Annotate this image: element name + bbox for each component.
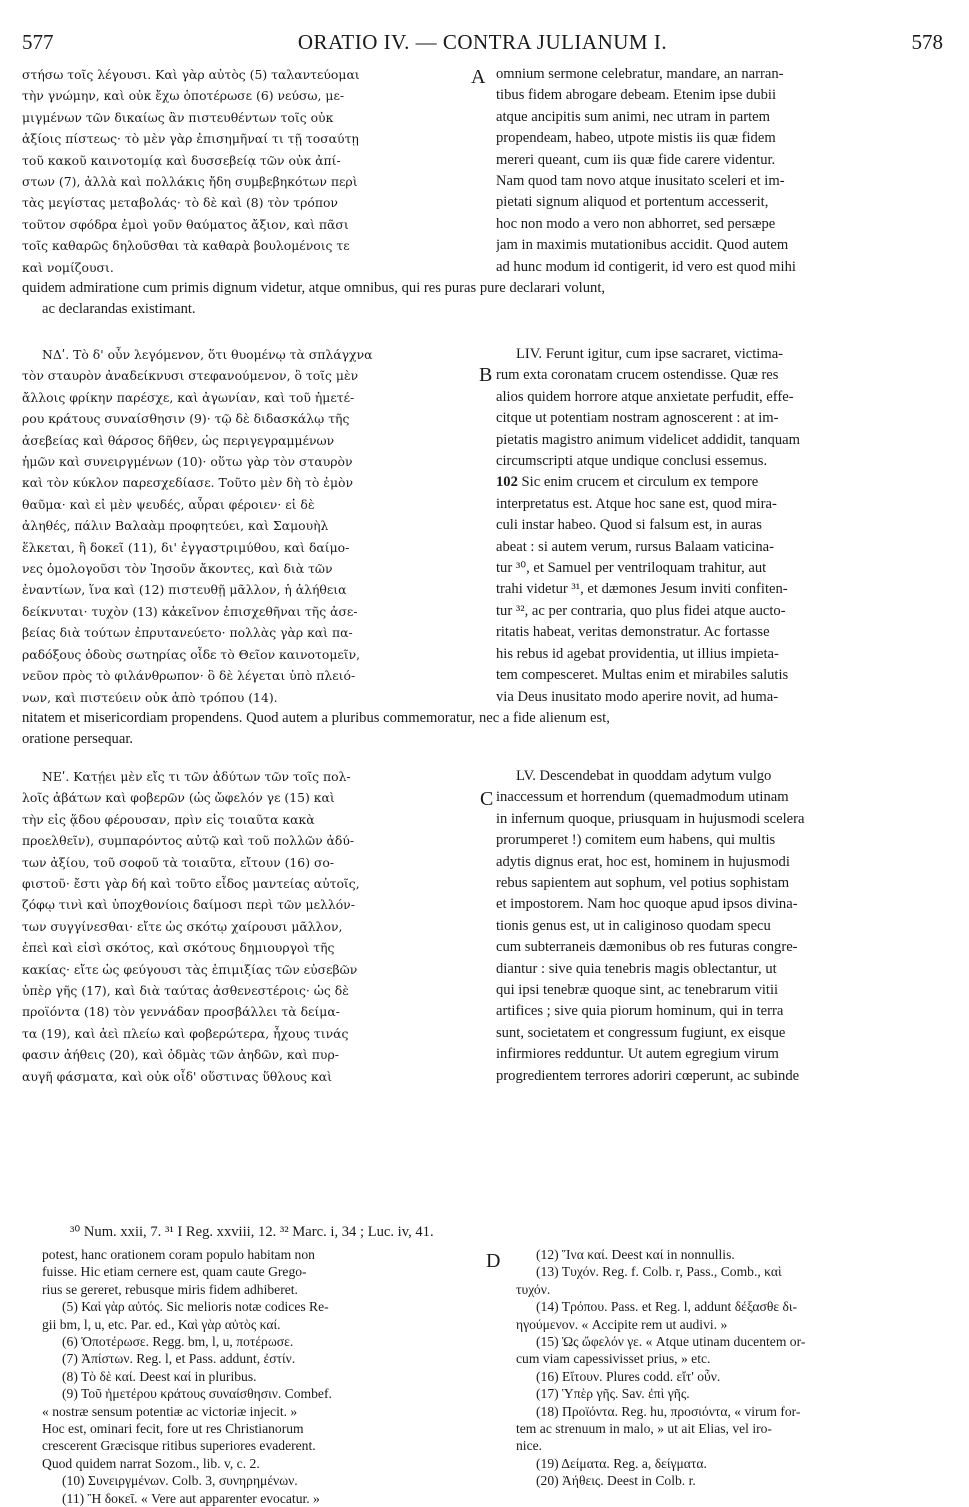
footnote-line: (10) Συνειργμένων. Colb. 3, συνηρημένων. [62, 1473, 298, 1489]
footnote-line: (5) Καὶ γὰρ αὐτός. Sic melioris notæ codices Re- [62, 1299, 329, 1315]
latin-line: tem compesceret. Multas enim et mirabiles salutis [496, 667, 789, 684]
footnotes-right [516, 1246, 944, 1490]
footnote-line: (11) Ἢ δοκεῖ. « Vere aut apparenter evocatur. » [62, 1490, 320, 1506]
latin-line: jam in maximis mutationibus accidit. Quod autem [496, 237, 789, 254]
latin-line: Nam quod tam novo atque inusitato sceleri et im- [496, 173, 785, 190]
footnote-line: rius se gereret, rebusque miris fidem adhiberet. [42, 1281, 298, 1297]
greek-line: στήσω τοῖς λέγουσι. Καὶ γὰρ αὐτὸς (5) ταλαντεύομαι [22, 67, 360, 82]
greek-line: τὰς μεγίστας μεταβολάς· τὸ δὲ καὶ (8) τὸν τρόπον [22, 195, 338, 211]
latin-line: pietatis magistro animum videlicet addidit, tanquam [496, 431, 800, 448]
block1-wide-text [22, 278, 944, 321]
greek-line: νεῦον πρὸς τὸ φιλάνθρωπον· ὃ δὲ λέγεται ὑπὸ πλειό- [22, 668, 356, 684]
greek-line: ὑπὲρ γῆς (17), καὶ διὰ ταύτας ἀσθενεστέροις· ὡς δὲ [22, 983, 349, 999]
latin-line: qui ipsi tenebræ quoque sint, ac tenebrarum vitii [496, 982, 779, 999]
footnote-line: tem ac strenuum in malo, » ut ait Elias, vel iro- [516, 1421, 772, 1437]
wide-line: nitatem et misericordiam propendens. Quod autem a pluribus commemoratur, nec a fide alienum est, [22, 710, 610, 726]
greek-line: ἀσεβείας καὶ θάρσος δῆθεν, ὡς περιγεγραμμένων [22, 432, 335, 448]
latin-line: diantur : sive quia tenebris magis oblectantur, ut [496, 960, 777, 977]
greek-line: καὶ νομίζουσι. [22, 259, 114, 275]
greek-line: ραδόξους ὁδοὺς σωτηρίας οἶδε τὸ Θεῖον καινοτομεῖν, [22, 646, 361, 662]
latin-line: alios quidem horrore atque anxietate perfudit, effe- [496, 388, 794, 405]
latin-line: in infernum quoque, priusquam in hujusmodi scelera [496, 810, 805, 827]
greek-line: ἀξίοις πίστεως· τὸ μὲν γὰρ ἐπισημῆναί τι τῇ τοσαύτῃ [22, 131, 359, 147]
greek-line: τὸν σταυρὸν ἀναδείκνυσι στεφανούμενον, ὃ τοῖς μὲν [22, 368, 359, 384]
greek-line: ἐναντίων, ἵνα καὶ (12) πιστευθῇ μᾶλλον, ἡ ἀλήθεια [22, 582, 347, 598]
latin-line: propendeam, habeo, utpote mistis iis quæ fidem [496, 130, 776, 147]
footnote-line: Hoc est, ominari fecit, fore ut res Christianorum [42, 1421, 304, 1437]
footnote-line: (18) Προϊόντα. Reg. hu, προσιόντα, « virum for- [536, 1403, 801, 1419]
greek-line: ρου κράτους συναίσθησιν (9)· τῷ δὲ διδασκάλῳ τῆς [22, 411, 350, 427]
wide-line: ac declarandas existimant. [42, 301, 196, 318]
greek-line: νες ὁμολογοῦσι τὸν Ἰησοῦν ἄκοντες, καὶ διὰ τῶν [22, 561, 333, 577]
marker-d: D [486, 1250, 501, 1272]
footnote-line: « nostræ sensum potentiæ ac victoriæ injecit. » [42, 1403, 298, 1419]
greek-line: προϊόντα (18) τὸν γεννάδαν προσβάλλει τὰ δείμα- [22, 1004, 340, 1020]
latin-line: tur ³⁰, et Samuel per ventriloquam trahitur, aut [496, 560, 767, 577]
latin-text: Sic enim crucem et circulum ex tempore [521, 474, 759, 491]
greek-line: ἀληθές, πάλιν Βαλαὰμ προφητεύει, καὶ Σαμουὴλ [22, 518, 329, 534]
latin-line: tibus fidem abrogare debeam. Etenim ipse dubii [496, 87, 777, 104]
block2-greek-column [22, 344, 477, 708]
latin-line: progredientem terrores adoriri cœperunt, ac subinde [496, 1067, 800, 1084]
page-header [22, 30, 943, 60]
block1-latin-column [496, 64, 944, 278]
latin-line: tur ³², ac per contraria, quo plus fidei atque aucto- [496, 602, 786, 619]
marker-a: A [471, 66, 486, 88]
wide-line: oratione persequar. [22, 731, 134, 748]
greek-line: ἡμῶν καὶ συνειργμένων (10)· οὕτω γὰρ τὸν σταυρὸν [22, 454, 353, 470]
latin-line: rum exta coronatam crucem ostendisse. Quæ res [496, 367, 779, 384]
greek-line: ἐπεὶ καὶ εἰσὶ σκότος, καὶ σκότους δημιουργοὶ τῆς [22, 940, 335, 956]
greek-line: τα (19), καὶ ἀεὶ πλείω καὶ φοβερώτερα, ἦχους τινάς [22, 1025, 349, 1041]
footnote-line: (16) Εἴτουν. Plures codd. εἴτ' οὖν. [536, 1368, 721, 1384]
latin-line: abeat : si autem verum, rursus Balaam vaticina- [496, 538, 774, 555]
greek-line: βείας διὰ τούτων ἐπρυτανεύετο· πολλὰς γὰρ καὶ πα- [22, 625, 353, 641]
footnote-line: crescerent Græcisque ritibus superiores evaderent. [42, 1438, 316, 1454]
latin-line: hoc non modo a vero non abhorret, sed persæpe [496, 215, 776, 232]
latin-line: ritatis habeat, veritas demonstratur. Ac fortasse [496, 624, 770, 641]
latin-line: rebus sapientem aut sophum, vel potius sophistam [496, 875, 790, 892]
greek-line: των συγγίνεσθαι· εἴτε ὡς σκότῳ χαίρουσι μᾶλλον, [22, 918, 343, 934]
greek-line: τὴν εἰς ᾅδου φέρουσαν, πρὶν εἰς τοιαῦτα κακὰ [22, 811, 315, 827]
greek-line: ζόφῳ τινὶ καὶ ὑποχθονίοις δαίμοσι περὶ τῶν μελλόν- [22, 897, 355, 913]
latin-line: culi instar habeo. Quod si falsum est, in auras [496, 517, 762, 534]
greek-line: μιγμένων τῶν δικαίως ἂν πιστευθέντων τοῖς οὐκ [22, 109, 334, 125]
latin-line: circumscripti atque undique conclusi essemus. [496, 453, 768, 470]
footnote-line: cum viam capessivisset prius, » etc. [516, 1351, 711, 1367]
latin-line: his rebus id agebat providentia, ut illius impieta- [496, 645, 779, 662]
latin-line: infirmiores redduntur. Ut autem egregium virum [496, 1046, 779, 1063]
greek-line: αυγῆ φάσματα, καὶ οὐκ οἶδ' οὕστινας ὕθλους καὶ [22, 1068, 333, 1084]
greek-line: θαῦμα· καὶ εἰ μὲν ψευδές, αὖραι φέροιεν· εἰ δὲ [22, 496, 315, 512]
latin-line: pietati signum aliquod et portentum accesserit, [496, 194, 769, 211]
greek-line: τοῦτον σφόδρα ἐμοὶ γοῦν θαύματος ἄξιον, καὶ πᾶσι [22, 216, 349, 232]
marker-c: C [480, 788, 494, 810]
footnote-line: ηγούμενον. « Accipite rem ut audivi. » [516, 1316, 728, 1332]
page-number-left: 577 [22, 30, 54, 54]
greek-line: ΝΕʹ. Κατῄει μὲν εἴς τι τῶν ἀδύτων τῶν τοῖς πολ- [42, 769, 351, 784]
latin-line: prorumperet !) comitem eum habens, qui multis [496, 832, 776, 849]
footnote-line: (17) Ὑπὲρ γῆς. Sav. ἐπὶ γῆς. [536, 1386, 690, 1402]
greek-line: κακίας· εἴτε ὡς φεύγουσι τὰς ἐπιμιξίας τῶν εὐσεβῶν [22, 961, 358, 977]
footnote-line: potest, hanc orationem coram populo habitam non [42, 1247, 315, 1262]
block2-wide-text [22, 708, 944, 751]
greek-line: τὴν γνώμην, καὶ οὐκ ἔχω ὁποτέρωσε (6) νεύσω, με- [22, 88, 345, 104]
latin-line: artifices ; sive quia piorum hominum, qui in terra [496, 1003, 784, 1020]
greek-line: καὶ τὸν κύκλον παρεσχεδίασε. Τοῦτο μὲν δὴ τὸ ἐμὸν [22, 475, 353, 491]
footnote-line: (7) Ἀπίστων. Reg. l, et Pass. addunt, ἐστίν. [62, 1351, 296, 1367]
latin-line: adytis dignus erat, hoc est, hominem in hujusmodi [496, 853, 790, 870]
wide-line: quidem admiratione cum primis dignum videtur, atque omnibus, qui res puras pure declarari volunt, [22, 280, 606, 296]
running-title: ORATIO IV. — CONTRA JULIANUM I. [297, 30, 668, 54]
greek-line: των ἀξίου, τοῦ σοφοῦ τὰ τοιαῦτα, εἴτουν (16) σο- [22, 854, 335, 870]
footnote-line: (19) Δείματα. Reg. a, δείγματα. [536, 1455, 707, 1471]
greek-line: λοῖς ἀβάτων καὶ φοβερῶν (ὡς ὤφελόν γε (15) καὶ [22, 790, 335, 806]
footnote-line: (9) Τοῦ ἡμετέρου κράτους συναίσθησιν. Combef. [62, 1386, 332, 1402]
greek-line: τοῦ κακοῦ καινοτομίᾳ καὶ δυσσεβείᾳ τῶν οὐκ ἀπί- [22, 152, 341, 168]
latin-line: et impostorem. Nam hoc quoque apud ipsos divina- [496, 896, 798, 913]
block1-greek-column [22, 64, 477, 278]
greek-line: στων (7), ἀλλὰ καὶ πολλάκις ἤδη συμβεβηκότων περὶ [22, 174, 358, 190]
latin-line-with-number [496, 472, 944, 493]
footnote-line: (6) Ὁποτέρωσε. Regg. bm, l, u, ποτέρωσε. [62, 1334, 294, 1350]
greek-line: νων, καὶ πιστεύειν οὐκ ἀπὸ τρόπου (14). [22, 689, 278, 705]
greek-line: δείκνυται· τυχὸν (13) κἀκεῖνον ἐπισχεθῆναι τῆς ἀσε- [22, 603, 358, 619]
latin-line: via Deus inusitato modo aperire novit, ad huma- [496, 688, 779, 705]
greek-line: φιστοῦ· ἔστι γὰρ δή καὶ τοῦτο εἶδος μαντείας αὐτοῖς, [22, 876, 360, 892]
column-number: 102 [496, 474, 518, 491]
greek-line: προελθεῖν), συμπαρόντος αὐτῷ καὶ τοῦ πολλῶν ἀδύ- [22, 833, 355, 849]
footnote-line: fuisse. Hic etiam cernere est, quam caute Grego- [42, 1264, 307, 1280]
latin-line: omnium sermone celebratur, mandare, an narran- [496, 66, 784, 82]
page-number-right: 578 [911, 30, 943, 54]
latin-line: sunt, societatem et congressum fugiunt, ex eisque [496, 1024, 786, 1041]
footnote-line: (8) Τὸ δὲ καί. Deest καί in pluribus. [62, 1368, 257, 1384]
latin-line: LV. Descendebat in quoddam adytum vulgo [516, 768, 772, 784]
latin-line: tionis genus est, ut in caliginoso quodam specu [496, 917, 771, 934]
marker-b: B [479, 364, 493, 386]
latin-line: interpretatus est. Atque hoc sane est, quod mira- [496, 495, 777, 512]
greek-line: ἕλκεται, ἢ δοκεῖ (11), δι' ἐγγαστριμύθου, καὶ δαίμο- [22, 539, 350, 555]
footnotes-left [42, 1246, 482, 1507]
block2-latin-column [496, 344, 944, 708]
footnote-line: τυχόν. [516, 1281, 551, 1297]
latin-line: mereri queant, cum iis quæ fide carere videntur. [496, 151, 776, 168]
block3-latin-column [496, 766, 944, 1087]
footnote-line: (15) Ὡς ὤφελόν γε. « Atque utinam ducentem or- [536, 1334, 806, 1350]
footnote-line: Quod quidem narrat Sozom., lib. v, c. 2. [42, 1455, 260, 1471]
footnote-line: (13) Τυχόν. Reg. f. Colb. r, Pass., Comb., καὶ [536, 1264, 782, 1280]
footnote-line: gii bm, l, u, etc. Par. ed., Καὶ γὰρ αὐτὸς καί. [42, 1316, 281, 1332]
greek-line: τοῖς καθαρῶς δηλοῦσθαι τὰ καθαρὰ βουλομένοις τε [22, 238, 350, 254]
scripture-references: ³⁰ Num. xxii, 7. ³¹ I Reg. xxviii, 12. ³² Marc. i, 34 ; Luc. iv, 41. [70, 1224, 434, 1240]
footnote-line: (20) Ἀήθεις. Deest in Colb. r. [536, 1473, 696, 1489]
block3-greek-column [22, 766, 477, 1087]
latin-line: ad hunc modum id contigerit, id vero est quod mihi [496, 258, 796, 275]
footnote-line: (14) Τρόπου. Pass. et Reg. l, addunt δέξασθε δι- [536, 1299, 798, 1315]
greek-line: ΝΔʹ. Τὸ δ' οὖν λεγόμενον, ὅτι θυομένῳ τὰ σπλάγχνα [42, 347, 373, 362]
footnote-line: (12) Ἵνα καί. Deest καί in nonnullis. [536, 1247, 735, 1262]
latin-line: LIV. Ferunt igitur, cum ipse sacraret, victima- [516, 346, 784, 362]
latin-line: cum subterraneis dæmonibus ob res futuras congre- [496, 939, 798, 956]
latin-line: citque ut potentiam nostram agnoscerent : at im- [496, 410, 779, 427]
greek-line: φασιν ἀήθεις (20), καὶ ὀδμὰς τῶν ἀηδῶν, καὶ πυρ- [22, 1047, 339, 1063]
latin-line: trahi videtur ³¹, et dæmones Jesum inviti confiten- [496, 581, 788, 598]
greek-line: ἄλλοις φρίκην παρέσχε, καὶ ἀγωνίαν, καὶ τοῦ ἡμετέ- [22, 389, 355, 405]
footnote-line: nice. [516, 1438, 543, 1454]
latin-line: atque ancipitis sum animi, nec utram in partem [496, 108, 770, 125]
latin-line: inaccessum et horrendum (quemadmodum utinam [496, 789, 789, 806]
